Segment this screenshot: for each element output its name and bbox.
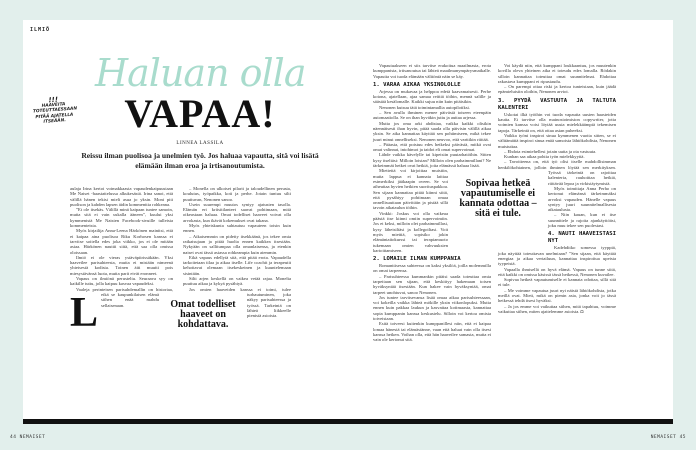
paragraph: Sopivaa hetkeä vapautumiselle ei kannata odottaa, sillä sitä ei tule. (498, 277, 616, 288)
paragraph: – On parempi ottaa riski ja kertoa tunteistaan, kuin jäädä epämieluisiin oloihin, Nenonen arvioi. (498, 84, 616, 95)
paragraph: – Tavoitteena on, että työ olisi itselle mahdollisimman henkilökohtainen, jolloin ihminen löytää sen merkityksen. Työssä tärkeintä on rajoittaa kalenteria, rauhoittaa hetkiä, riittävää lepoa ja virkistäytymistä. (498, 159, 616, 186)
paragraph: Vapautuakseen ei siis tarvitse erakoitua maailmasta, erota kumppanista, irtisanoutua tai lähteä maailmanympärysmatkalle. Vapautta voi tuoda elämään välitöntä näin se käy. (373, 63, 491, 79)
section-label: ILMIÖ (30, 27, 51, 33)
note-text: HAAVEITA TOTEUTTAESSAAN PITÄÄ AJATELLA ITSEÄÄN. (32, 102, 78, 125)
paragraph: Silti arjen keskellä on vaikea vetää rajaa. Monelta puuttuu aikaa ja kykyä pysähtyä. (183, 276, 291, 287)
paragraph: Esitä toiveesi kuitenkin kumppanillesi niin, että et kaipaa lomaa hänestä tai elämästänne, vaan että haluat vain olla itsesi kanssa hetken. Voihan olla, että hän haaveilee samasta, mutta ei vain ole kertonut sitä. (373, 321, 491, 343)
subheading: 4. NAUTI HAAVEISTASI NYT (548, 231, 616, 245)
subheading: 1. VARAA AIKAA YKSINOLOLLE (373, 81, 461, 88)
paragraph: Mietteitä voi kirjoittaa muistiin, mutta lappua ei kannata laittaa esimerkiksi jääkaapin oveen. Se voi aiheuttaa hyvien hetkien suorituspakkoa. Sen sijaan kannattaa pitää kiinni siitä, että pysähtyy pohtimaan omaa onnellisuuttaan päivittäin ja pistää sillä tavoin aikataulun töihin. (373, 168, 449, 211)
paragraph: Jos omien haaveiden kanssa ei toimi, tulee turhautuminen, joka näkyy parisuhteessa ja työssä. Tarkeintä on lähteä liikkeelle pienistä asioista. (189, 286, 291, 319)
paragraph: Nenonen kutsuu tätä toimintamallia autopilotiksi. (379, 104, 470, 110)
paragraph: – Me voimme vapautua juuri nyt näistä lähtökohdista, jotka meillä ovat. Mieti, mikä on pienin asia, jonka voit jo tässä hetkessä tehdä itsesi hyväksi. (498, 287, 616, 304)
standfirst: Reissu ilman puolisoa ja unelmien työ. Jos haluaa vapautta, sitä voi lisätä elämään ilman eroa ja irtisanoutumista. (81, 151, 319, 170)
paragraph: Vapaus on ilmiönä perusteltu. Seuraava syy on kaikille tuttu, jolla kaipuu kasvaa vapaudeksi. (70, 276, 173, 287)
paragraph: – Aikaisemmin on pidetty itsekkäänä, jos tekee omia ratkaisujaan ja pitää huolta ennen kaikkea itsestään. Nykyään on sallitumpaa olla omanlaisensa, ja etenkin naiset ovat tässä asiassa rohkeampia kuin aiemmin. (183, 233, 291, 255)
paragraph: Eikä vapaus edellytä sitä, että pitää erota. Vapaudella tarkoitetaan tilaa ja aikaa itselle. Life coachit ja terapeutit kehottavat olemaan itsekeskeinen ja kuuntelemaan sisintään. (183, 254, 291, 276)
paragraph: Myös toimittaja Anna Perho on kertonut elämänsä tärkeimmäksi arvoksi vapauden. Hänelle vapaus syntyy juuri suunnitelmallisesta aikataulusta. (548, 185, 616, 213)
paragraph: – Pääasia, että poistuu edes hetkeksi päivästä, mitkä ovat omat valinnat, intohimot ja taidot eli omat supervoimat. (373, 141, 491, 153)
paragraph: Romanttisessa suhteessa on kaksi yksilöä, joilla molemmilla on omat tarpeensa. (373, 263, 491, 274)
paragraph: Myös kirjailija Anna-Leena Härkönen mainitsi, että ei kaipaa aina puolisoa Riku Korhosen kanssa ei tarvitse soitella edes joka viikko, jos ei ole mitään asiaa. Härkönen nauttii siitä, että saa olla omissa oloissaan. (70, 228, 173, 255)
folio-left: 44 NEMAISET (10, 435, 46, 440)
body-column-1 (70, 186, 173, 348)
paragraph: Kadehditko somessa tyyppiä, joka näyttää toteuttavan unelmiaan? ”Sen sijaan, että käyttää energiaa ja aikaa vertailuun, kannattaa inspiroitua upeista tyypeistä. (498, 245, 616, 267)
paragraph: aulaja Irina kertoi voimakkaasta vapaudenkaipuustaan Me Naiset -haastattelussa alkukesästä. Irina sanoi, että välillä hänen tekisi mieli asua jo yksin. Moni piti puolison ja kahden lapsen äidin kommenttia rohkeana. (70, 186, 173, 207)
paragraph: – Sen avulla ihminen menee päivästä toiseen eteenpäin automaatiolla. Se on ihan hyväkin juttu ja auttaa arjessa. (373, 110, 491, 121)
pull-quote-left: Omat todelliset haaveet on kohdattava. (163, 296, 243, 334)
paragraph: – Ehdota esimiehellesi jotain uutta ja ota vastuuta. (504, 148, 597, 154)
paragraph: – Ja jos emme voi vaikuttaa siihen, mitä tapahtuu, voimme vaikuttaa siihen, miten ajattelemme asioista. ◘ (498, 303, 616, 314)
paragraph: Vapaalla ihmisellä on hyvä elämä. Vapaus on tunne siitä, että kaikki on omissa käsissä tässä hetkessä, Nenonen kuvailee. (498, 266, 616, 277)
paragraph: Jos tuntee tarvitsevansa lisää omaa aikaa parisuhteessaan, voi kokeilla vaikka lähteä mökille yksin viikonlopuksi. Mutta ennen kuin pakkaa laukun ja kasvattaa kotimaasta, kannattaa sopia kumppanin kanssa keskustelu. Silloin voi kertoa omista toiveistaan. (373, 294, 491, 322)
subheading: 2. LOMAILE ILMAN KUMPPANIA (373, 256, 461, 263)
paragraph: Lähde vaikka kävelylle tai kipeisiin puutarhatöihin. Sitten kysy itseltäsi: Milloin loistan? Milloin olen parhaimmillani? Ne tärkeimmät hetket ovat hetkiä, joita elämässä haluaa lisää. (373, 152, 491, 169)
paragraph: Voi käydä niin, että kumppani loukkaantuu, jos muutenkin kovilla oleva yhteinen aika ei toteudu edes lomalla. Rödakin silloin kannattaa toteuttaa omat suunnitelmat. Ehdottaa rakastava kumppani ei ripustaudu. (498, 63, 616, 84)
paragraph: ”Et ole itsekäs. Välillä minä kaipaan tuntee samoin, mutta sitä ei vain uskalla ääneen”, kuului yksi kymmenistä Me Naisten Facebook-sivuille tulleista kommenteista. (70, 207, 173, 229)
bottom-rule (23, 419, 673, 424)
paragraph: Usein suurempi muutos syntyy ajatusten tasolla. Elämän eri kriisitilanteet saavat pohtimaan, mitä oikeastaan haluaa. Omat todelliset haaveet voivat olla arvokasta, kun ikävät kokemukset ovat takana. (183, 201, 291, 223)
drop-cap: L (70, 290, 99, 336)
paragraph: Uskotai ilkä työihin voi tuoda vapautta uusien haasteiden kautta. Ei tarvitse olla mainostoimiston copywriter, jotta voimien kanssa voisi löytää uusia mielekkäämpiä tekemisen tapoja. Tärkeintä on, että ottaa asian puheeksi. (498, 111, 616, 133)
paragraph: Myös yhteiskunta suhtautuu vapauteen toisin kuin ennen. (183, 223, 291, 234)
paragraph: Mutta jos oma arki ahdistaa, vaikka kaikki olisikin näennäisesti ihan hyvin, pitää saada olla päivisin välillä aikaa yksin. Se aika kannattaa käyttää sen pohtimiseen, mikä tekee juuri minut onnelliseksi. Nenonen neuvoo, että varttikin riittää. (373, 120, 491, 142)
headline-script: Haluan olla (95, 51, 306, 95)
headline-main: VAPAA! (124, 91, 276, 136)
paragraph: Vaikka työni inspiroi sinua kymmenen vuotta sitten, se ei välttämättä inspiroi sinua enää samoista lähtökohdista, Nenonen muistuttaa. (498, 132, 617, 149)
paragraph: – Niin kauan, kun et itse suunnittele ja rajoita ajankäyttöäsi, joku muu tekee sen puolestasi. (548, 212, 616, 229)
byline: LINNEA LASSILA (176, 141, 224, 146)
paragraph: Ilmiö ei ole vieras ystäväpiirissäkään. Yksi haaveilee parisuhteesta, mutta ei mistään nimeenä yhteisestä kodista. Toinen äiti muutti pois miesystävänsä luota, mutta parit eivät eronneet. (70, 254, 173, 276)
paragraph: Kunhan saa aikaa pohtia työn mielekkyyttä. (504, 154, 585, 160)
paragraph: Vinkki: Joskus voi olla vaikeaa päästä itse kiinni omiin supervoimiin. Jos et keksi, milloin olet parhaimmillasi, kysy läheisiltäsi ja kollegoiltasi. Voit myös miettiä, sopisiko jokin elämäntaitokurssi tai terapiamuoto tukemaan omien vahvuuksien kartoittamiseen. (373, 210, 448, 253)
paragraph: – Monella on ulkoiset pilarit ja taloudellinen perusta, koulutus, työpaikka, koti ja perhe. Jotain tuntuu silti puuttuvan, Nenonen sanoo. (183, 186, 291, 202)
folio-right: NEMAISET 45 (650, 435, 686, 440)
handwritten-note (32, 97, 76, 126)
exclamation-marks: !!! (48, 95, 59, 105)
paragraph: – Parisuhteessa kummankin pitäisi saada toteuttaa omia tarpeitaan sen sijaan, että keskittyy hakemaan toisen hyväksyntää itsestään. Kun hakee vain hyväksyntää, omat tarpeet unohtuvat, sanoo Nenonen. (373, 273, 491, 295)
paragraph: Vaaleja perinteisen parisuhdemallin on historiaa, eikä se kaupunkilaisen elämä siihen enää mahdu sellaisenaan. (76, 286, 173, 308)
pull-quote-right: Sopivaa hetkeä vapautumiselle ei kannata odottaa – sitä ei tule. (452, 176, 544, 222)
paragraph: Arjessa on mukavaa ja helppoa edetä kaavamaisesti. Perhe kotona, ajatellaan, ajaa samaa reittiä töihin, mennä salille ja säästää kesälomalle. Kaikki sujuu niin kuin pitäisikin. (373, 88, 491, 105)
subheading: 3. PYYDÄ VASTUUTA JA TALTUTA KALENTERI (498, 97, 616, 111)
